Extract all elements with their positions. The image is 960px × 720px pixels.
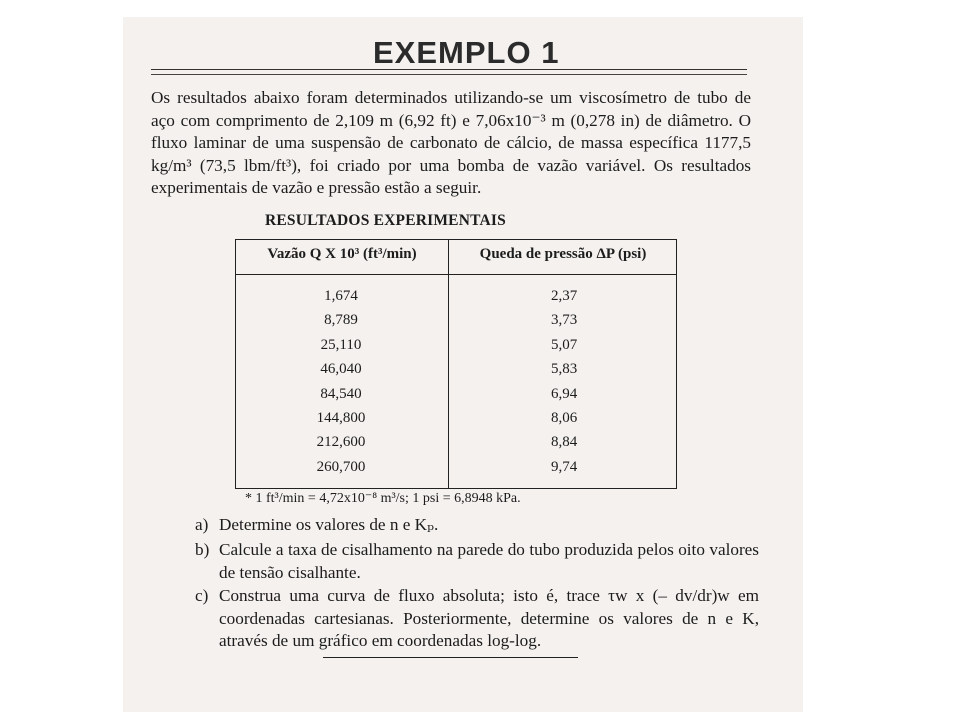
table-cell-pressure: 2,37	[551, 288, 578, 304]
table-cell-pressure: 5,07	[551, 336, 578, 353]
table-cell-pressure: 5,83	[551, 361, 578, 378]
column-divider	[448, 240, 449, 488]
page-title: EXEMPLO 1	[373, 35, 560, 70]
header-flow-rate: Vazão Q X 10³ (ft³/min)	[267, 246, 417, 262]
question-text: Construa uma curva de fluxo absoluta; isto é, trace τw x (– dv/dr)w em coordenadas cartesianas. Posteriormente, determine os valores de n e K, através de um gráfico em coordenadas log-log.	[219, 586, 759, 650]
table-cell-pressure: 8,84	[551, 434, 578, 451]
question-text: Determine os valores de n e Kₚ.	[219, 515, 439, 534]
table-cell-flow: 260,700	[316, 458, 366, 475]
question-label: c)	[195, 586, 209, 605]
table-cell-flow: 8,789	[324, 312, 358, 329]
pressure-drop-column	[456, 284, 666, 479]
table-cell-flow: 144,800	[316, 409, 366, 426]
table-cell-flow: 84,540	[320, 385, 362, 402]
header-pressure-drop: Queda de pressão ΔP (psi)	[479, 246, 647, 262]
intro-text: Os resultados abaixo foram determinados utilizando-se um viscosímetro de tubo de aço com comprimento de 2,109 m (6,92 ft) e 7,06x10⁻³ m (0,278 in) de diâmetro. O fluxo laminar de uma suspensão de carbonato de cálcio, de massa específica 1177,5 kg/m³ (73,5 lbm/ft³), foi criado por uma bomba de vazão variável. Os resultados experimentais de vazão e pressão estão a seguir.	[151, 88, 751, 197]
table-title: RESULTADOS EXPERIMENTAIS	[265, 212, 506, 229]
bottom-rule	[323, 657, 578, 658]
question-label: a)	[195, 515, 209, 534]
flow-rate-column	[246, 284, 436, 479]
table-cell-pressure: 8,06	[551, 409, 578, 426]
table-cell-flow: 25,110	[320, 336, 362, 353]
table-cell-flow: 1,674	[324, 288, 358, 304]
table-cell-pressure: 9,74	[551, 458, 578, 475]
results-table	[235, 239, 677, 489]
question-label: b)	[195, 540, 210, 559]
title-rule-top	[151, 69, 747, 70]
header-divider	[236, 274, 676, 275]
table-cell-flow: 212,600	[316, 434, 366, 451]
table-cell-pressure: 3,73	[551, 312, 578, 329]
table-cell-flow: 46,040	[320, 361, 362, 378]
table-cell-pressure: 6,94	[551, 385, 578, 402]
scanned-page	[123, 17, 803, 712]
question-text: Calcule a taxa de cisalhamento na parede do tubo produzida pelos oito valores de tensão cisalhante.	[219, 540, 759, 582]
intro-paragraph	[151, 87, 751, 200]
title-rule-bottom	[151, 74, 747, 75]
table-footnote: * 1 ft³/min = 4,72x10⁻⁸ m³/s; 1 psi = 6,8948 kPa.	[245, 491, 521, 506]
